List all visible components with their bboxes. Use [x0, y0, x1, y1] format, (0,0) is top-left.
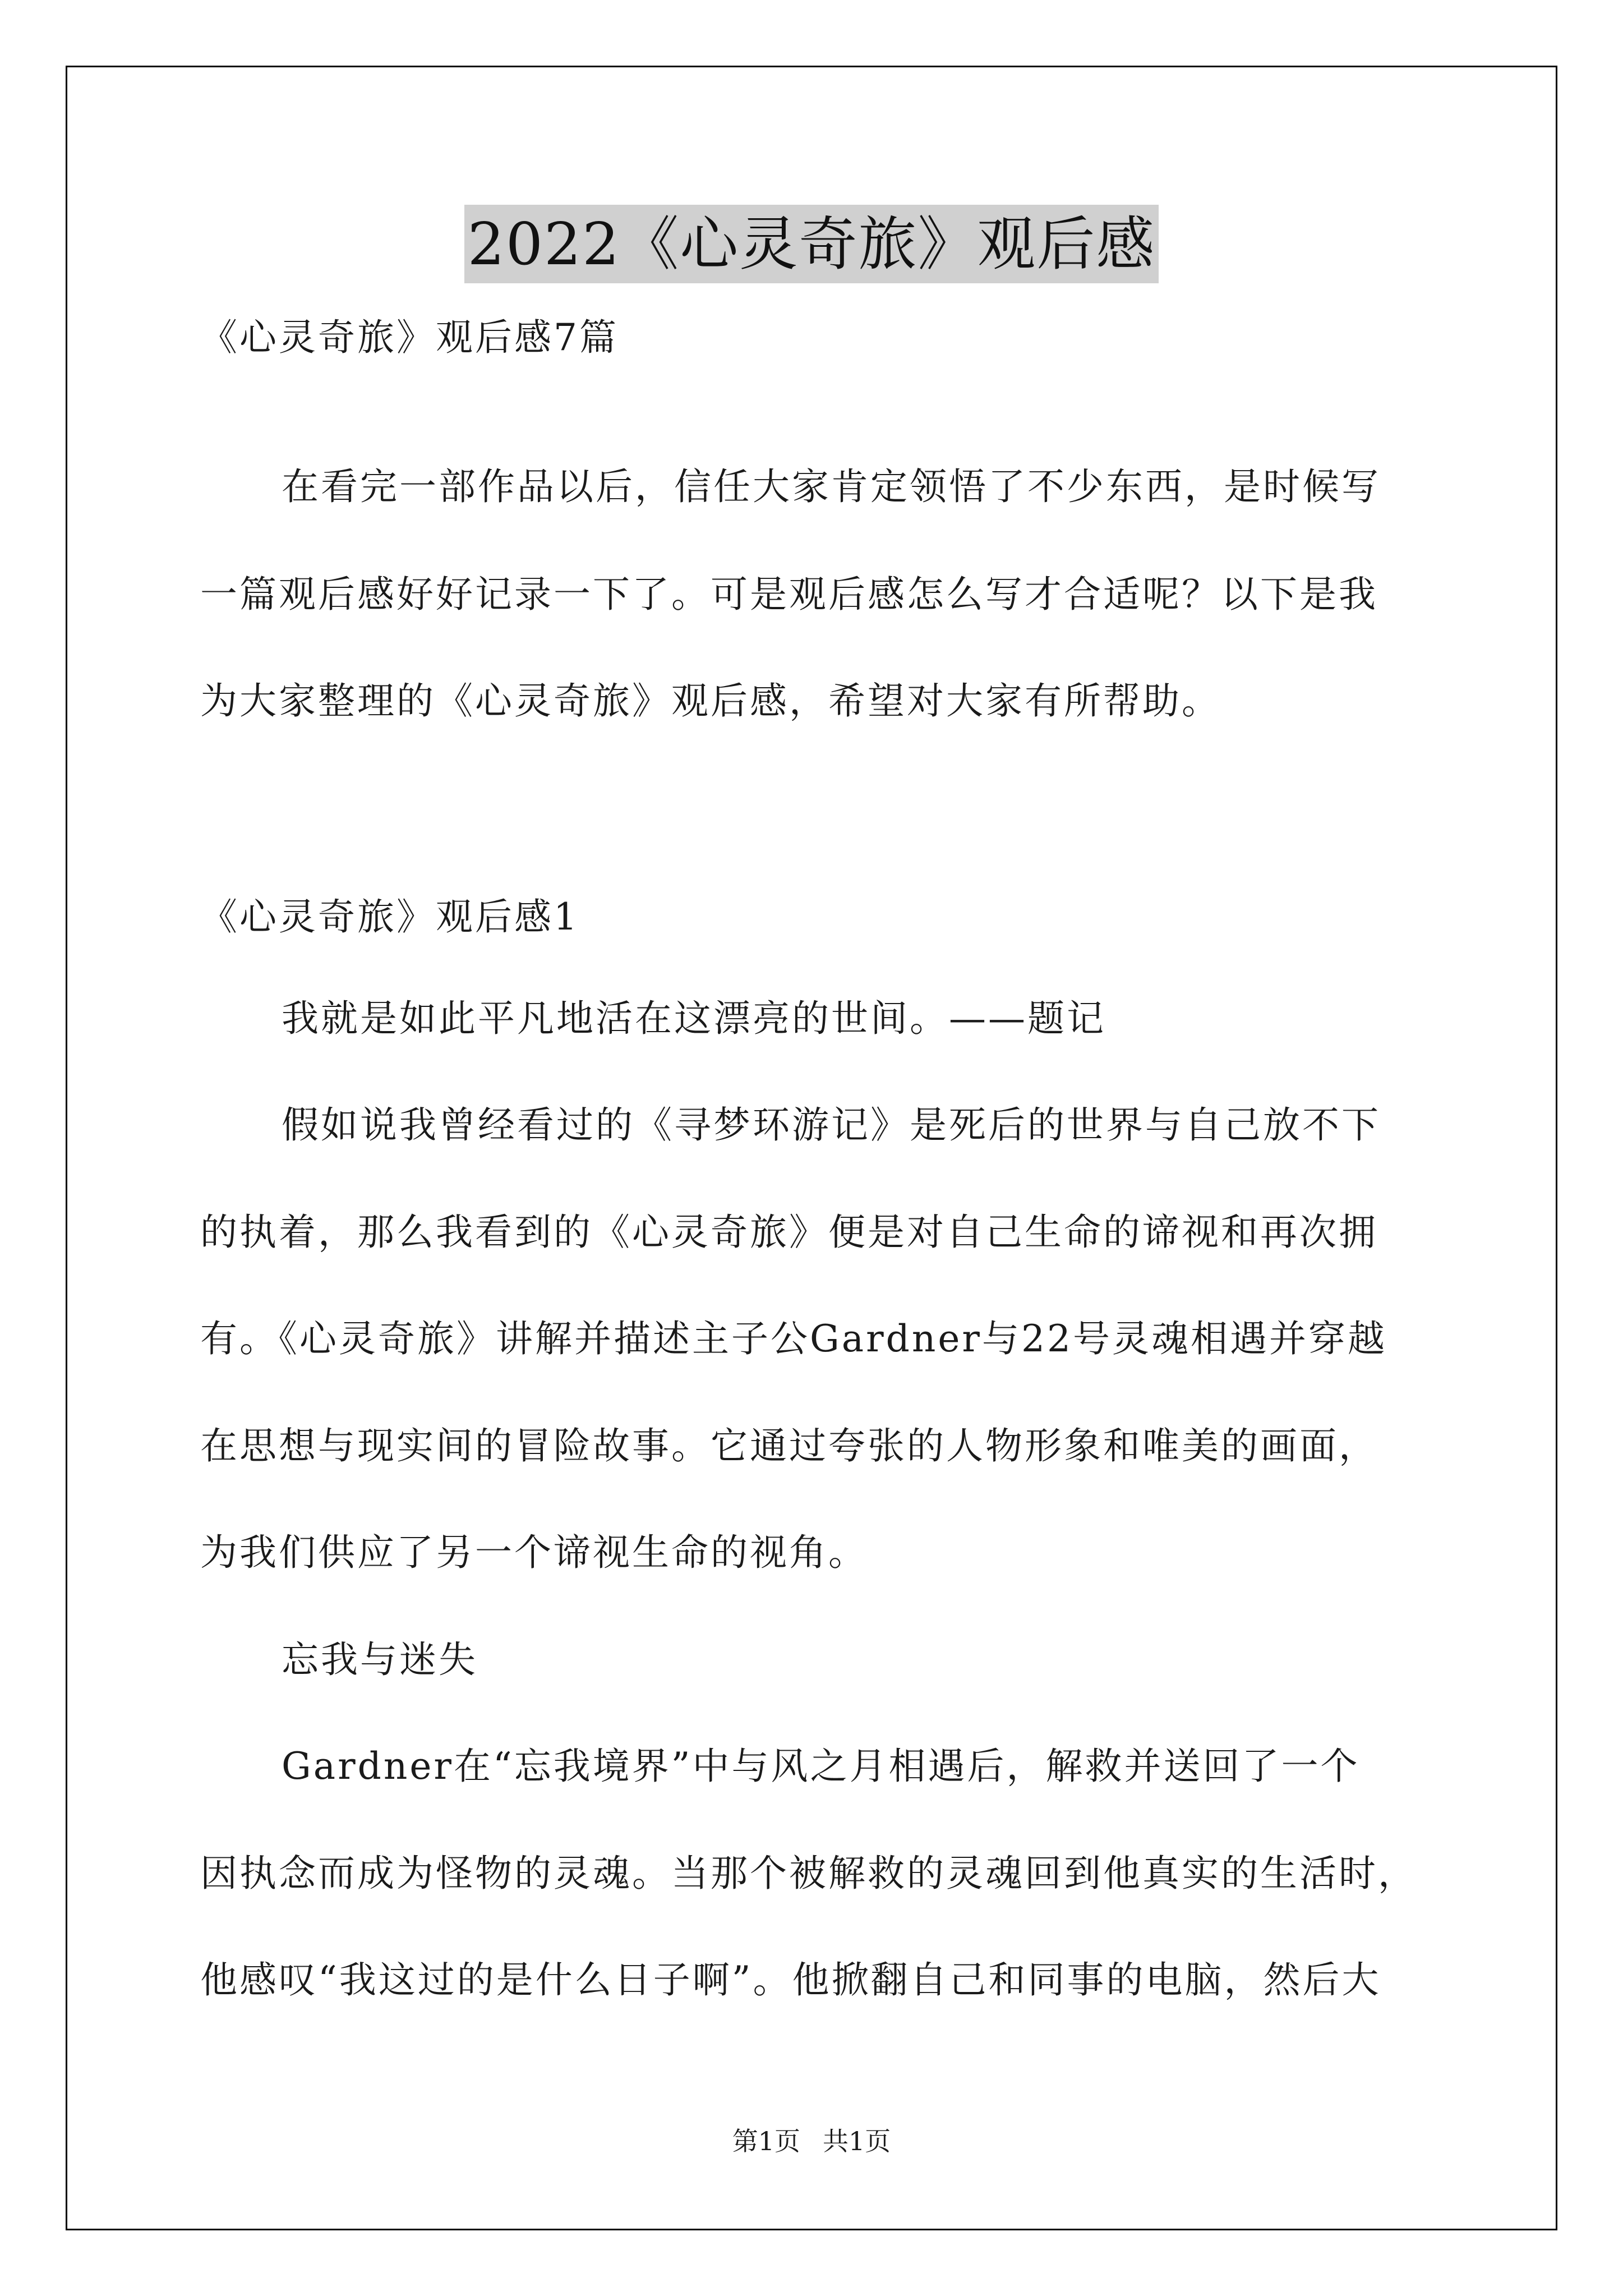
paragraph-line: 有。《心灵奇旅》讲解并描述主子公Gardner与22号灵魂相遇并穿越 [200, 1317, 1387, 1360]
document-title: 2022《心灵奇旅》观后感 [464, 205, 1159, 283]
paragraph-line: 我就是如此平凡地活在这漂亮的世间。——题记 [282, 997, 1106, 1040]
section-heading: 《心灵奇旅》观后感1 [200, 895, 579, 938]
paragraph-line: 一篇观后感好好记录一下了。可是观后感怎么写才合适呢？以下是我 [200, 573, 1378, 616]
paragraph-line: 为大家整理的《心灵奇旅》观后感，希望对大家有所帮助。 [200, 679, 1221, 723]
paragraph-line: 假如说我曾经看过的《寻梦环游记》是死后的世界与自己放不下 [282, 1103, 1381, 1147]
subtitle-line: 《心灵奇旅》观后感7篇 [200, 316, 619, 359]
page-total: 共1页 [823, 2126, 891, 2156]
paragraph-line: 的执着，那么我看到的《心灵奇旅》便是对自己生命的谛视和再次拥 [200, 1211, 1378, 1254]
page-footer [0, 2124, 1623, 2158]
paragraph-line: 因执念而成为怪物的灵魂。当那个被解救的灵魂回到他真实的生活时， [200, 1852, 1417, 1895]
title-wrap [0, 205, 1623, 283]
paragraph-line: 在看完一部作品以后，信任大家肯定领悟了不少东西，是时候写 [282, 465, 1381, 508]
paragraph-line: 他感叹“我这过的是什么日子啊”。他掀翻自己和同事的电脑，然后大 [200, 1958, 1381, 2001]
page-border [66, 66, 1557, 2230]
subheading-line: 忘我与迷失 [282, 1638, 478, 1681]
page-number: 第1页 [732, 2126, 800, 2156]
paragraph-line: Gardner在“忘我境界”中与风之月相遇后，解救并送回了一个 [282, 1745, 1360, 1788]
paragraph-line: 为我们供应了另一个谛视生命的视角。 [200, 1531, 868, 1574]
paragraph-line: 在思想与现实间的冒险故事。它通过夸张的人物形象和唯美的画面， [200, 1424, 1378, 1467]
